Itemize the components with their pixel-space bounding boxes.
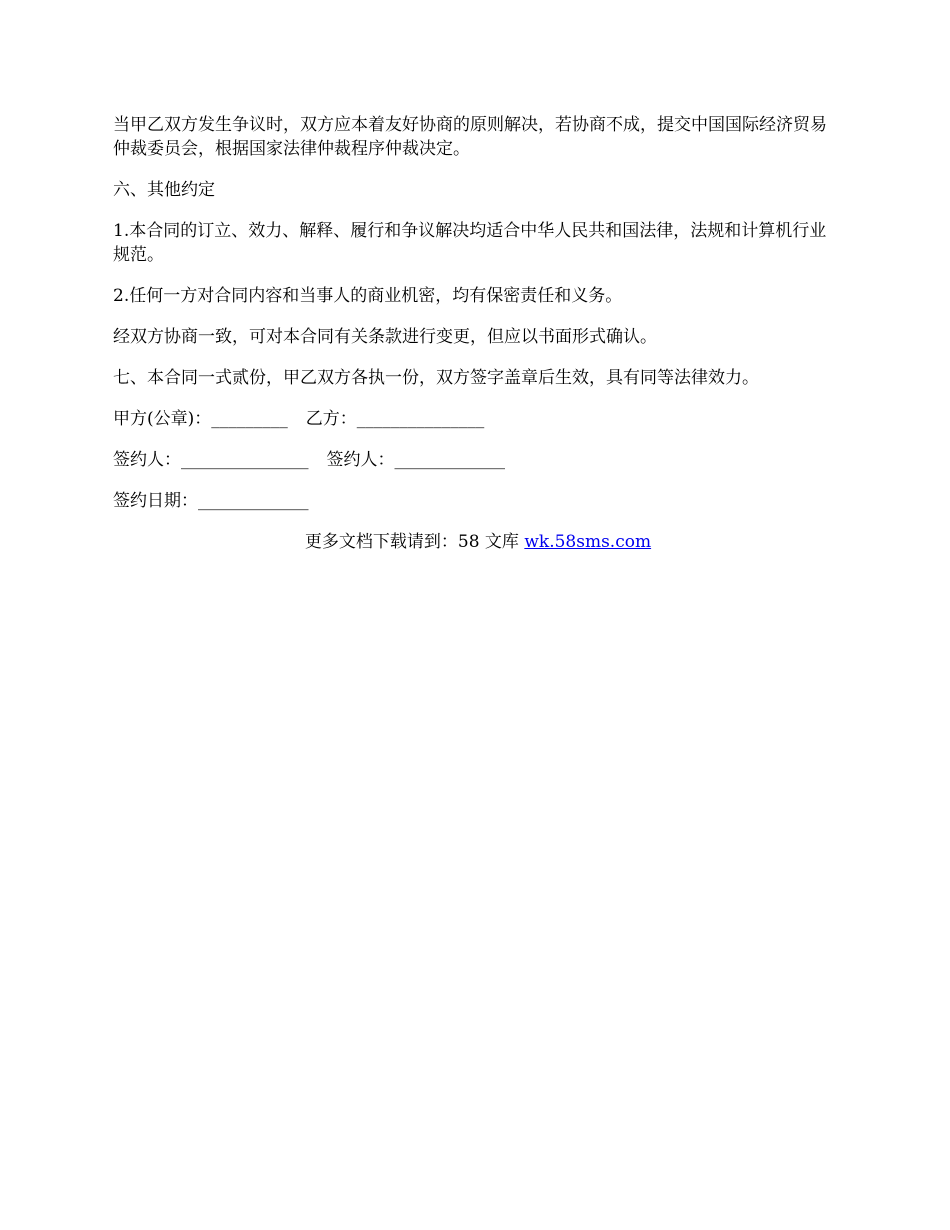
signer-row [113, 448, 843, 472]
signer-b-field: 签约人：_____________ [326, 450, 505, 470]
clause-2-paragraph: 2.任何一方对合同内容和当事人的商业机密，均有保密责任和义务。 [113, 286, 623, 306]
section-seven-paragraph: 七、本合同一式贰份，甲乙双方各执一份，双方签字盖章后生效，具有同等法律效力。 [113, 368, 759, 388]
party-a-seal-field: 甲方(公章)：_________ [113, 409, 288, 429]
dispute-resolution-paragraph: 当甲乙双方发生争议时，双方应本着友好协商的原则解决，若协商不成，提交中国国际经济贸易仲裁委员会，根据国家法律仲裁程序仲裁决定。 [113, 115, 827, 159]
footer-text: 更多文档下载请到：58 文库 [304, 532, 525, 552]
sign-date-row [113, 489, 843, 513]
signer-a-field: 签约人：_______________ [113, 450, 309, 470]
document-body [113, 113, 843, 554]
clause-1-paragraph: 1.本合同的订立、效力、解释、履行和争议解决均适合中华人民共和国法律，法规和计算机行业规范。 [113, 221, 827, 265]
amendment-paragraph: 经双方协商一致，可对本合同有关条款进行变更，但应以书面形式确认。 [113, 327, 657, 347]
section-six-heading: 六、其他约定 [113, 180, 215, 200]
sign-date-field: 签约日期：_____________ [113, 491, 309, 511]
party-signature-row [113, 407, 843, 431]
party-b-field: 乙方：_______________ [305, 409, 485, 429]
footer-link[interactable]: wk.58sms.com [524, 532, 652, 552]
download-footer [113, 530, 843, 554]
